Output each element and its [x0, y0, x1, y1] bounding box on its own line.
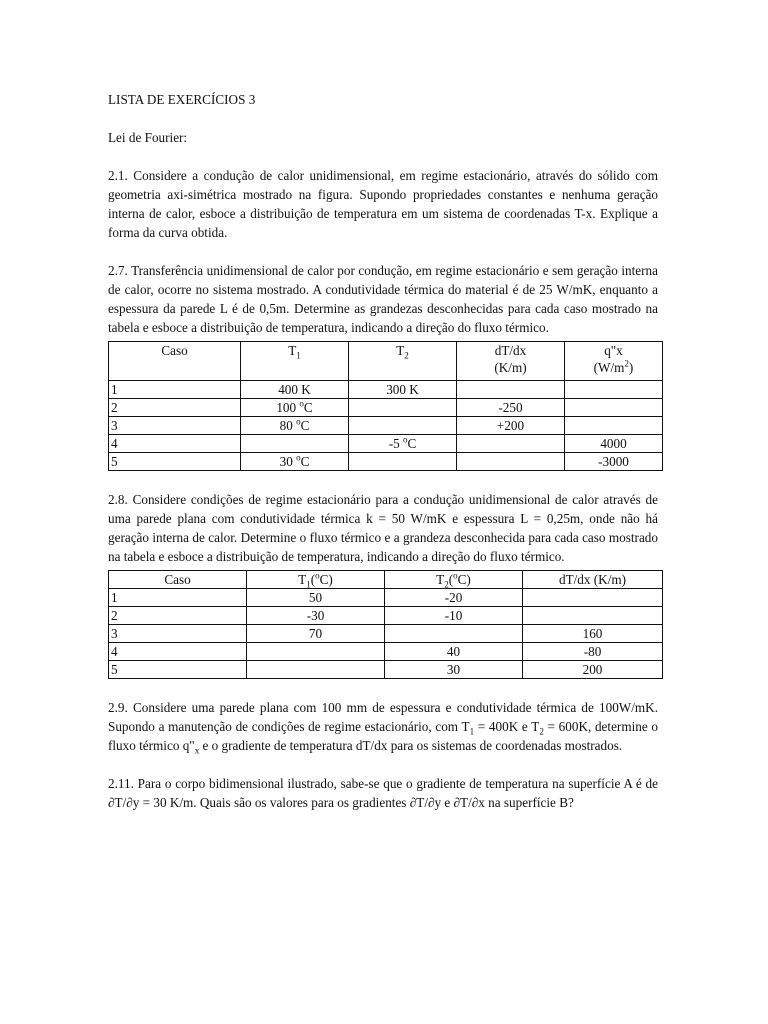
table-row: 3 80 $^o$C +200 — [109, 417, 663, 435]
table-2-8 — [108, 570, 663, 679]
header-t1: $T_1(^oC)$ — [247, 571, 385, 589]
table-row: 1 400 K 300 K — [109, 381, 663, 399]
header-t1: $T_1$ — [241, 342, 349, 381]
table-2-7 — [108, 341, 663, 471]
table-row: 4 40 -80 — [109, 643, 663, 661]
header-t2: $T_2$ — [349, 342, 457, 381]
table-row: 5 30 $^o$C -3000 — [109, 453, 663, 471]
table-header-row — [109, 571, 663, 589]
table-row: 5 30 200 — [109, 661, 663, 679]
header-caso: Caso — [109, 342, 241, 381]
header-caso: Caso — [109, 571, 247, 589]
table-row: 3 70 160 — [109, 625, 663, 643]
table-row: 2 -30 -10 — [109, 607, 663, 625]
table-header-row — [109, 342, 663, 381]
exercise-2-1: 2.1. Considere a condução de calor unidimensional, em regime estacionário, através do sólido com geometria axi-simétrica mostrado na figura. Supondo propriedades constantes e nenhuma geração interna de calor, esboce a distribuição de temperatura em um sistema de coordenadas T-x. Explique a forma da curva obtida. — [108, 168, 658, 240]
exercise-2-9: 2.9. Considere uma parede plana com 100 mm de espessura e condutividade térmica de 100W/mK. Supondo a manutenção de condições de regime estacionário, com $T_1 = 400K$ e $T_2 = 600K$, determine o fluxo térmico $q"_x$ e o gradiente de temperatura dT/dx para os sistemas de coordenadas mostrados. — [108, 700, 658, 756]
table-row: 1 50 -20 — [109, 589, 663, 607]
document-page — [108, 90, 658, 812]
header-dtdx: dT/dx (K/m) — [457, 342, 565, 381]
header-dtdx: dT/dx (K/m) — [523, 571, 663, 589]
table-row: 2 100 $^o$C -250 — [109, 399, 663, 417]
exercise-2-11: 2.11. Para o corpo bidimensional ilustrado, sabe-se que o gradiente de temperatura na superfície A é de ∂T/∂y = 30 K/m. Quais são os valores para os gradientes ∂T/∂y e ∂T/∂x na superfície B? — [108, 776, 658, 810]
section-heading: Lei de Fourier: — [108, 130, 188, 145]
exercise-2-8: 2.8. Considere condições de regime estacionário para a condução unidimensional de calor através de uma parede plana com condutividade térmica k = 50 W/mK e espessura L = 0,25m, onde não há geração interna de calor. Determine o fluxo térmico e a grandeza desconhecida para cada caso mostrado na tabela e esboce a distribuição de temperatura, indicando a direção do fluxo térmico. — [108, 492, 658, 564]
header-qx: q"x $(W/m^2)$ — [565, 342, 663, 381]
table-row: 4 -5 $^o$C 4000 — [109, 435, 663, 453]
exercise-2-7: 2.7. Transferência unidimensional de calor por condução, em regime estacionário e sem geração interna de calor, ocorre no sistema mostrado. A condutividade térmica do material é de 25 W/mK, enquanto a espessura da parede L é de 0,5m. Determine as grandezas desconhecidas para cada caso mostrado na tabela e esboce a distribuição de temperatura, indicando a direção do fluxo térmico. — [108, 263, 658, 335]
header-t2: $T_2(^oC)$ — [385, 571, 523, 589]
document-title: LISTA DE EXERCÍCIOS 3 — [108, 92, 256, 107]
